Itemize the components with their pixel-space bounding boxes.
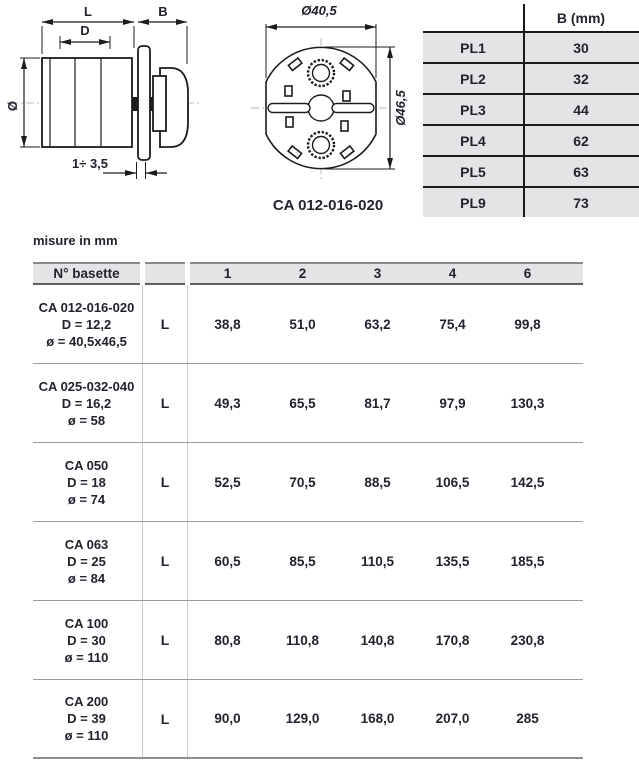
basette-header: N° basette <box>33 262 140 285</box>
pl-name: PL9 <box>460 194 486 211</box>
pl-name: PL3 <box>460 101 486 118</box>
values-cell: 49,3 65,5 81,7 97,9 130,3 <box>214 395 545 411</box>
units-note: misure in mm <box>33 233 118 248</box>
slot <box>332 104 374 113</box>
knob-grip <box>153 76 166 131</box>
table-row <box>33 680 583 759</box>
basette-cell: CA 200 D = 39 ø = 110 <box>64 694 109 743</box>
l-cell: L <box>160 395 170 411</box>
values-cell: 52,5 70,5 88,5 106,5 142,5 <box>214 474 545 490</box>
table-row <box>33 285 583 364</box>
dimensions-table <box>33 262 583 759</box>
pl-name: PL1 <box>460 39 486 56</box>
pl-name: PL2 <box>460 70 486 87</box>
pl-table-divider <box>523 4 525 217</box>
basette-cell: CA 025-032-040 D = 16,2 ø = 58 <box>38 378 135 428</box>
pl-value: 73 <box>573 194 589 211</box>
col-header: 2 <box>298 266 307 281</box>
side-view-drawing <box>5 0 230 220</box>
pl-row <box>423 31 639 62</box>
dim-right-label: Ø46,5 <box>393 90 408 126</box>
basette-cell: CA 063 D = 25 ø = 84 <box>64 536 109 586</box>
values-cell: 38,8 51,0 63,2 75,4 99,8 <box>214 316 541 332</box>
l-cell: L <box>160 710 170 727</box>
flange <box>138 46 150 160</box>
front-view-caption: CA 012-016-020 <box>272 197 384 214</box>
pl-b-table <box>423 4 639 217</box>
dim-D-label: D <box>80 23 90 38</box>
col-header: 6 <box>523 266 532 281</box>
l-header <box>145 262 185 285</box>
basette-cell: CA 100 D = 30 ø = 110 <box>64 615 109 665</box>
table-row <box>33 601 583 680</box>
l-cell: L <box>160 553 170 569</box>
pl-value: 63 <box>573 163 589 180</box>
pl-value: 44 <box>573 101 589 118</box>
dim-B-label: B <box>158 4 168 19</box>
dim-top-label: Ø40,5 <box>301 3 337 18</box>
pl-value: 30 <box>573 39 589 56</box>
pole-count-headers <box>190 262 583 285</box>
values-cell: 90,0 129,0 168,0 207,0 285 <box>214 711 539 726</box>
dim-gap-label: 1÷ 3,5 <box>71 156 109 171</box>
basette-cell: CA 012-016-020 D = 12,2 ø = 40,5x46,5 <box>38 299 135 349</box>
l-cell: L <box>160 474 170 490</box>
slot <box>268 104 310 113</box>
pl-row <box>423 124 639 155</box>
pl-value: 32 <box>573 70 589 87</box>
pl-row <box>423 62 639 93</box>
dim-diameter-label: Ø <box>5 100 20 112</box>
table-row <box>33 364 583 443</box>
pl-row <box>423 93 639 124</box>
table-row <box>33 522 583 601</box>
dimensions-table-header <box>33 262 583 285</box>
front-view-drawing <box>233 0 438 220</box>
switch-body <box>42 58 132 147</box>
center-hole <box>308 95 334 121</box>
pl-row <box>423 186 639 217</box>
dim-L-label: L <box>84 4 92 19</box>
col-header: 1 <box>223 266 232 281</box>
values-cell: 60,5 85,5 110,5 135,5 185,5 <box>214 553 545 569</box>
basette-cell: CA 050 D = 18 ø = 74 <box>64 457 109 507</box>
pl-value: 62 <box>573 132 589 149</box>
table-row <box>33 443 583 522</box>
pl-name: PL5 <box>460 163 486 180</box>
col-header: 4 <box>448 266 457 281</box>
col-header: 3 <box>373 266 382 281</box>
l-cell: L <box>160 632 170 648</box>
pl-table-header-row <box>423 4 639 31</box>
pl-row <box>423 155 639 186</box>
l-cell: L <box>160 316 170 332</box>
values-cell: 80,8 110,8 140,8 170,8 230,8 <box>214 632 545 648</box>
pl-name: PL4 <box>460 132 486 149</box>
pl-b-header: B (mm) <box>556 9 606 26</box>
